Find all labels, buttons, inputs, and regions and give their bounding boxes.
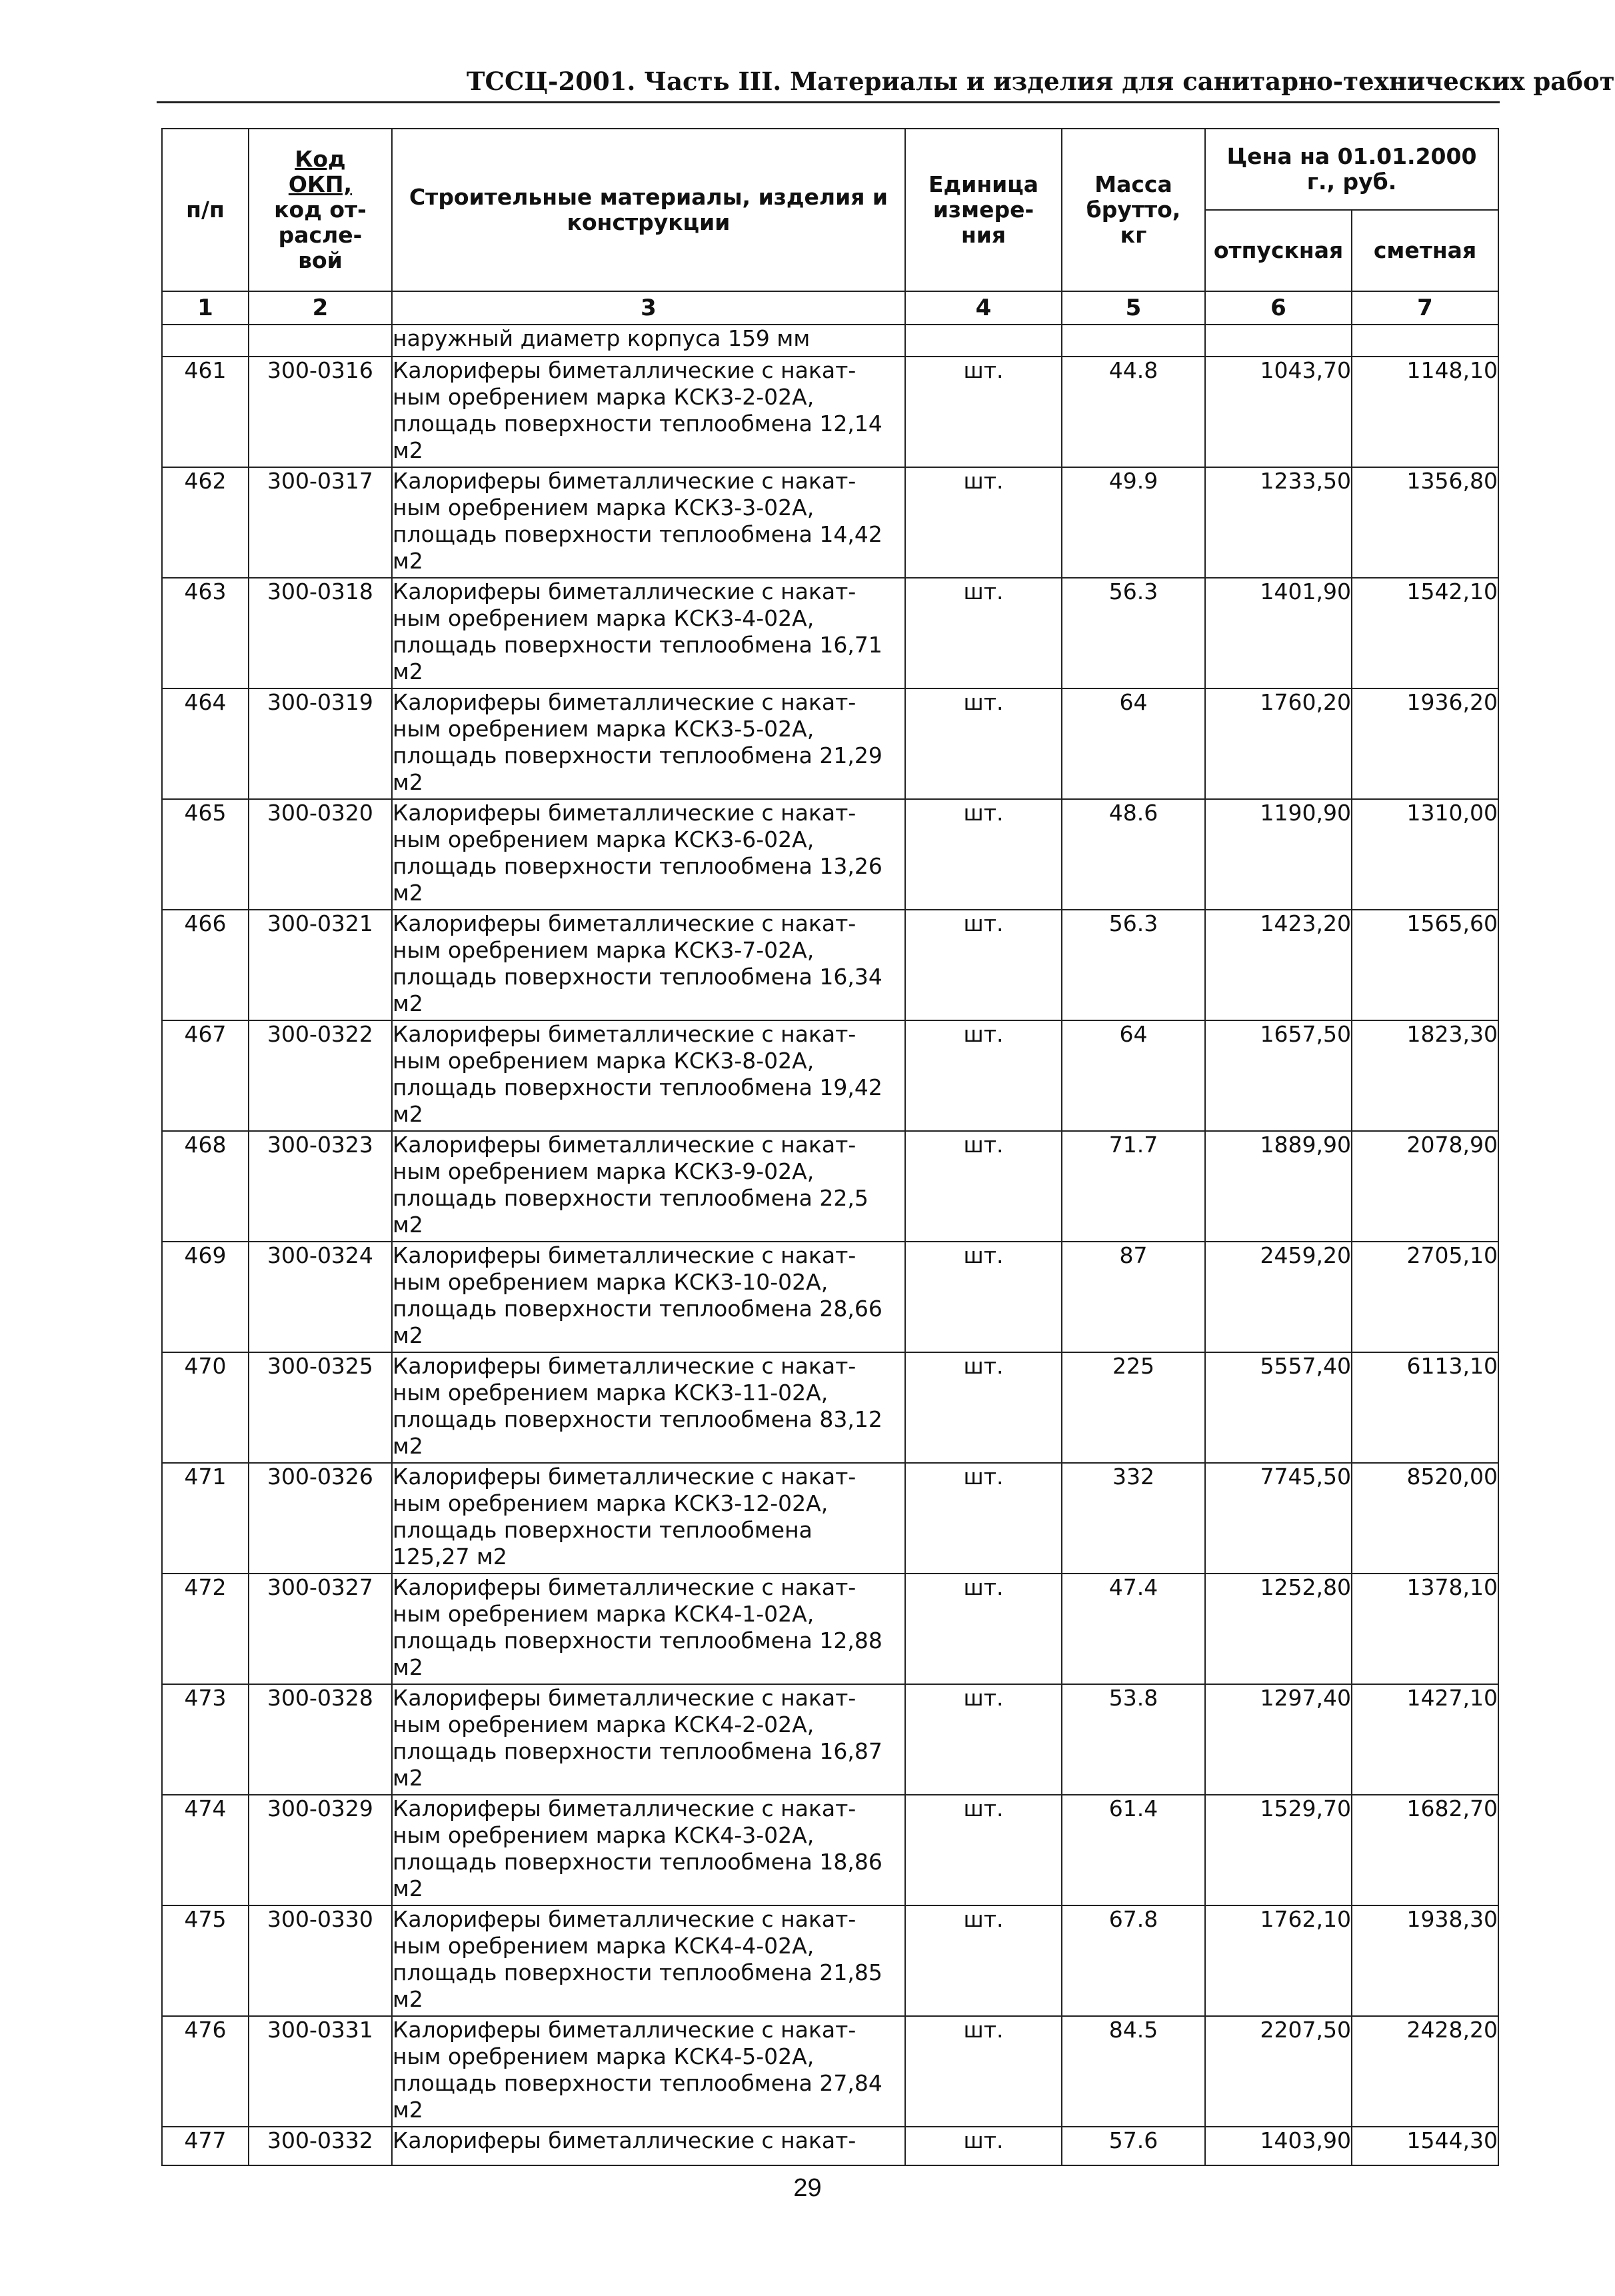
- description-line: площадь поверхности теплообмена 27,84: [393, 2070, 882, 2096]
- column-number: 5: [1062, 291, 1205, 325]
- header-price-estimate: сметная: [1352, 210, 1498, 291]
- description-line: м2: [393, 548, 423, 574]
- row-price-release: 2459,20: [1205, 1242, 1352, 1352]
- header-row: [162, 129, 1498, 210]
- row-number: 476: [162, 2016, 249, 2127]
- row-description: [392, 357, 905, 467]
- row-code: 300-0329: [249, 1795, 392, 1905]
- table-row: [162, 910, 1498, 1020]
- row-unit: шт.: [905, 357, 1062, 467]
- description-line: ным оребрением марка КСК3-6-02А,: [393, 826, 814, 852]
- row-code: 300-0324: [249, 1242, 392, 1352]
- description-line: ным оребрением марка КСК4-2-02А,: [393, 1712, 814, 1737]
- row-code: 300-0323: [249, 1131, 392, 1242]
- row-description: [392, 688, 905, 799]
- description-line: м2: [393, 1654, 423, 1680]
- row-price-release: 1297,40: [1205, 1684, 1352, 1795]
- description-line: ным оребрением марка КСК3-2-02А,: [393, 384, 814, 410]
- row-unit: шт.: [905, 1020, 1062, 1131]
- row-price-release: 1403,90: [1205, 2127, 1352, 2165]
- row-price-estimate: 1938,30: [1352, 1905, 1498, 2016]
- row-unit: шт.: [905, 2016, 1062, 2127]
- row-mass: 53.8: [1062, 1684, 1205, 1795]
- row-price-release: 1043,70: [1205, 357, 1352, 467]
- row-price-estimate: 1542,10: [1352, 578, 1498, 688]
- description-line: 125,27 м2: [393, 1544, 507, 1570]
- header-code: Код ОКП, код от- расле- вой: [249, 129, 392, 291]
- row-price-release: 5557,40: [1205, 1352, 1352, 1463]
- description-line: площадь поверхности теплообмена 16,34: [393, 964, 882, 990]
- row-number: 469: [162, 1242, 249, 1352]
- row-number: 470: [162, 1352, 249, 1463]
- row-mass: 57.6: [1062, 2127, 1205, 2165]
- table-row: [162, 1463, 1498, 1574]
- description-line: Калориферы биметаллические с накат-: [393, 910, 856, 936]
- row-unit: шт.: [905, 1131, 1062, 1242]
- row-number: 466: [162, 910, 249, 1020]
- description-line: ным оребрением марка КСК3-5-02А,: [393, 716, 814, 742]
- table-row: [162, 467, 1498, 578]
- description-line: площадь поверхности теплообмена 22,5: [393, 1185, 868, 1211]
- description-line: Калориферы биметаллические с накат-: [393, 1685, 856, 1711]
- row-price-estimate: 1823,30: [1352, 1020, 1498, 1131]
- row-code: 300-0321: [249, 910, 392, 1020]
- description-line: Калориферы биметаллические с накат-: [393, 1353, 856, 1379]
- description-line: м2: [393, 1765, 423, 1791]
- page-number: 29: [793, 2174, 822, 2202]
- row-price-release: 1423,20: [1205, 910, 1352, 1020]
- row-number: 471: [162, 1463, 249, 1574]
- row-price-estimate: 1148,10: [1352, 357, 1498, 467]
- continuation-row: [162, 325, 1498, 357]
- row-price-estimate: 1936,20: [1352, 688, 1498, 799]
- row-price-estimate: 1427,10: [1352, 1684, 1498, 1795]
- column-number: 7: [1352, 291, 1498, 325]
- row-mass: 56.3: [1062, 578, 1205, 688]
- row-description: [392, 1242, 905, 1352]
- row-price-estimate: 2078,90: [1352, 1131, 1498, 1242]
- description-line: ным оребрением марка КСК3-11-02А,: [393, 1380, 828, 1406]
- row-mass: 47.4: [1062, 1574, 1205, 1684]
- row-code: 300-0331: [249, 2016, 392, 2127]
- column-number: 6: [1205, 291, 1352, 325]
- description-line: площадь поверхности теплообмена 12,88: [393, 1628, 882, 1654]
- row-price-release: 1233,50: [1205, 467, 1352, 578]
- row-number: 463: [162, 578, 249, 688]
- row-unit: шт.: [905, 1684, 1062, 1795]
- row-description: [392, 2016, 905, 2127]
- materials-table: [161, 128, 1499, 2166]
- table-row: [162, 799, 1498, 910]
- row-mass: 56.3: [1062, 910, 1205, 1020]
- row-number: 465: [162, 799, 249, 910]
- description-line: Калориферы биметаллические с накат-: [393, 1464, 856, 1490]
- row-description: [392, 578, 905, 688]
- description-line: Калориферы биметаллические с накат-: [393, 800, 856, 826]
- row-code: 300-0325: [249, 1352, 392, 1463]
- row-price-estimate: 1682,70: [1352, 1795, 1498, 1905]
- table-row: [162, 2016, 1498, 2127]
- description-line: м2: [393, 437, 423, 463]
- row-mass: 64: [1062, 1020, 1205, 1131]
- table-row: [162, 2127, 1498, 2165]
- row-price-release: 2207,50: [1205, 2016, 1352, 2127]
- row-code: 300-0318: [249, 578, 392, 688]
- continuation-text: наружный диаметр корпуса 159 мм: [392, 325, 905, 357]
- row-price-estimate: 8520,00: [1352, 1463, 1498, 1574]
- description-line: м2: [393, 1101, 423, 1127]
- row-unit: шт.: [905, 1795, 1062, 1905]
- table-row: [162, 1574, 1498, 1684]
- description-line: м2: [393, 1986, 423, 2012]
- row-price-release: 1760,20: [1205, 688, 1352, 799]
- row-number: 462: [162, 467, 249, 578]
- row-unit: шт.: [905, 1352, 1062, 1463]
- description-line: площадь поверхности теплообмена 21,29: [393, 742, 882, 768]
- row-mass: 225: [1062, 1352, 1205, 1463]
- description-line: ным оребрением марка КСК3-9-02А,: [393, 1158, 814, 1184]
- row-code: 300-0326: [249, 1463, 392, 1574]
- row-mass: 332: [1062, 1463, 1205, 1574]
- row-description: [392, 799, 905, 910]
- row-price-estimate: 1310,00: [1352, 799, 1498, 910]
- table-row: [162, 578, 1498, 688]
- row-mass: 44.8: [1062, 357, 1205, 467]
- description-line: ным оребрением марка КСК3-4-02А,: [393, 605, 814, 631]
- row-description: [392, 2127, 905, 2165]
- description-line: Калориферы биметаллические с накат-: [393, 2127, 856, 2153]
- column-number-row: [162, 291, 1498, 325]
- description-line: Калориферы биметаллические с накат-: [393, 578, 856, 604]
- row-mass: 64: [1062, 688, 1205, 799]
- row-unit: шт.: [905, 799, 1062, 910]
- row-price-release: 7745,50: [1205, 1463, 1352, 1574]
- description-line: Калориферы биметаллические с накат-: [393, 1574, 856, 1600]
- header-n: п/п: [162, 129, 249, 291]
- row-number: 464: [162, 688, 249, 799]
- row-unit: шт.: [905, 1905, 1062, 2016]
- row-number: 467: [162, 1020, 249, 1131]
- row-number: 474: [162, 1795, 249, 1905]
- row-price-estimate: 2705,10: [1352, 1242, 1498, 1352]
- row-description: [392, 1574, 905, 1684]
- description-line: Калориферы биметаллические с накат-: [393, 2017, 856, 2043]
- row-description: [392, 1352, 905, 1463]
- description-line: площадь поверхности теплообмена 13,26: [393, 853, 882, 879]
- description-line: Калориферы биметаллические с накат-: [393, 357, 856, 383]
- row-number: 475: [162, 1905, 249, 2016]
- row-code: 300-0316: [249, 357, 392, 467]
- description-line: м2: [393, 990, 423, 1016]
- table-row: [162, 1131, 1498, 1242]
- table-row: [162, 1684, 1498, 1795]
- description-line: ным оребрением марка КСК3-10-02А,: [393, 1269, 828, 1295]
- description-line: площадь поверхности теплообмена 19,42: [393, 1074, 882, 1100]
- table-row: [162, 1242, 1498, 1352]
- page-header-title: ТССЦ-2001. Часть III. Материалы и изделия для санитарно-технических работ: [467, 67, 1615, 96]
- row-code: 300-0319: [249, 688, 392, 799]
- description-line: Калориферы биметаллические с накат-: [393, 689, 856, 715]
- description-line: м2: [393, 1433, 423, 1459]
- row-price-estimate: 2428,20: [1352, 2016, 1498, 2127]
- description-line: Калориферы биметаллические с накат-: [393, 1906, 856, 1932]
- description-line: ным оребрением марка КСК3-12-02А,: [393, 1490, 828, 1516]
- description-line: площадь поверхности теплообмена 16,71: [393, 632, 882, 658]
- row-code: 300-0332: [249, 2127, 392, 2165]
- row-code: 300-0327: [249, 1574, 392, 1684]
- row-code: 300-0330: [249, 1905, 392, 2016]
- description-line: м2: [393, 769, 423, 795]
- header-desc: Строительные материалы, изделия и конструкции: [392, 129, 905, 291]
- row-mass: 67.8: [1062, 1905, 1205, 2016]
- header-unit: Единица измере- ния: [905, 129, 1062, 291]
- description-line: ным оребрением марка КСК4-3-02А,: [393, 1822, 814, 1848]
- row-code: 300-0328: [249, 1684, 392, 1795]
- row-description: [392, 467, 905, 578]
- description-line: ным оребрением марка КСК4-5-02А,: [393, 2043, 814, 2069]
- row-price-release: 1889,90: [1205, 1131, 1352, 1242]
- description-line: площадь поверхности теплообмена 83,12: [393, 1406, 882, 1432]
- table-row: [162, 1795, 1498, 1905]
- row-description: [392, 1020, 905, 1131]
- table-row: [162, 1020, 1498, 1131]
- row-unit: шт.: [905, 1574, 1062, 1684]
- description-line: площадь поверхности теплообмена: [393, 1517, 812, 1543]
- row-price-release: 1657,50: [1205, 1020, 1352, 1131]
- column-number: 4: [905, 291, 1062, 325]
- row-mass: 48.6: [1062, 799, 1205, 910]
- row-price-estimate: 1356,80: [1352, 467, 1498, 578]
- row-price-release: 1252,80: [1205, 1574, 1352, 1684]
- table-row: [162, 357, 1498, 467]
- row-unit: шт.: [905, 578, 1062, 688]
- row-mass: 87: [1062, 1242, 1205, 1352]
- description-line: площадь поверхности теплообмена 16,87: [393, 1738, 882, 1764]
- row-number: 477: [162, 2127, 249, 2165]
- header-rule: [157, 101, 1500, 103]
- row-price-estimate: 1378,10: [1352, 1574, 1498, 1684]
- description-line: м2: [393, 2097, 423, 2123]
- column-number: 1: [162, 291, 249, 325]
- description-line: м2: [393, 1212, 423, 1238]
- row-price-release: 1529,70: [1205, 1795, 1352, 1905]
- row-unit: шт.: [905, 467, 1062, 578]
- row-price-release: 1190,90: [1205, 799, 1352, 910]
- row-description: [392, 1463, 905, 1574]
- description-line: Калориферы биметаллические с накат-: [393, 1795, 856, 1821]
- description-line: м2: [393, 658, 423, 684]
- description-line: площадь поверхности теплообмена 14,42: [393, 521, 882, 547]
- table-row: [162, 1352, 1498, 1463]
- row-code: 300-0320: [249, 799, 392, 910]
- description-line: м2: [393, 1322, 423, 1348]
- description-line: Калориферы биметаллические с накат-: [393, 1242, 856, 1268]
- row-number: 473: [162, 1684, 249, 1795]
- description-line: м2: [393, 1875, 423, 1901]
- description-line: ным оребрением марка КСК4-1-02А,: [393, 1601, 814, 1627]
- column-number: 3: [392, 291, 905, 325]
- row-unit: шт.: [905, 2127, 1062, 2165]
- row-price-release: 1401,90: [1205, 578, 1352, 688]
- description-line: площадь поверхности теплообмена 12,14: [393, 411, 882, 437]
- description-line: ным оребрением марка КСК3-8-02А,: [393, 1048, 814, 1074]
- row-number: 468: [162, 1131, 249, 1242]
- column-number: 2: [249, 291, 392, 325]
- description-line: Калориферы биметаллические с накат-: [393, 468, 856, 494]
- description-line: площадь поверхности теплообмена 28,66: [393, 1296, 882, 1322]
- row-mass: 84.5: [1062, 2016, 1205, 2127]
- row-description: [392, 1905, 905, 2016]
- row-code: 300-0322: [249, 1020, 392, 1131]
- row-code: 300-0317: [249, 467, 392, 578]
- row-number: 472: [162, 1574, 249, 1684]
- row-description: [392, 1684, 905, 1795]
- description-line: площадь поверхности теплообмена 21,85: [393, 1959, 882, 1985]
- row-unit: шт.: [905, 1242, 1062, 1352]
- row-price-release: 1762,10: [1205, 1905, 1352, 2016]
- row-description: [392, 910, 905, 1020]
- description-line: ным оребрением марка КСК4-4-02А,: [393, 1933, 814, 1959]
- row-description: [392, 1795, 905, 1905]
- row-price-estimate: 1544,30: [1352, 2127, 1498, 2165]
- row-description: [392, 1131, 905, 1242]
- row-mass: 71.7: [1062, 1131, 1205, 1242]
- row-unit: шт.: [905, 688, 1062, 799]
- row-mass: 61.4: [1062, 1795, 1205, 1905]
- table-row: [162, 1905, 1498, 2016]
- description-line: ным оребрением марка КСК3-7-02А,: [393, 937, 814, 963]
- header-mass: Масса брутто, кг: [1062, 129, 1205, 291]
- header-price: Цена на 01.01.2000 г., руб.: [1205, 129, 1498, 210]
- description-line: Калориферы биметаллические с накат-: [393, 1132, 856, 1158]
- table-row: [162, 688, 1498, 799]
- row-price-estimate: 1565,60: [1352, 910, 1498, 1020]
- row-unit: шт.: [905, 910, 1062, 1020]
- header-price-release: отпускная: [1205, 210, 1352, 291]
- row-price-estimate: 6113,10: [1352, 1352, 1498, 1463]
- description-line: площадь поверхности теплообмена 18,86: [393, 1849, 882, 1875]
- description-line: ным оребрением марка КСК3-3-02А,: [393, 495, 814, 521]
- row-unit: шт.: [905, 1463, 1062, 1574]
- row-mass: 49.9: [1062, 467, 1205, 578]
- row-number: 461: [162, 357, 249, 467]
- description-line: Калориферы биметаллические с накат-: [393, 1021, 856, 1047]
- description-line: м2: [393, 880, 423, 906]
